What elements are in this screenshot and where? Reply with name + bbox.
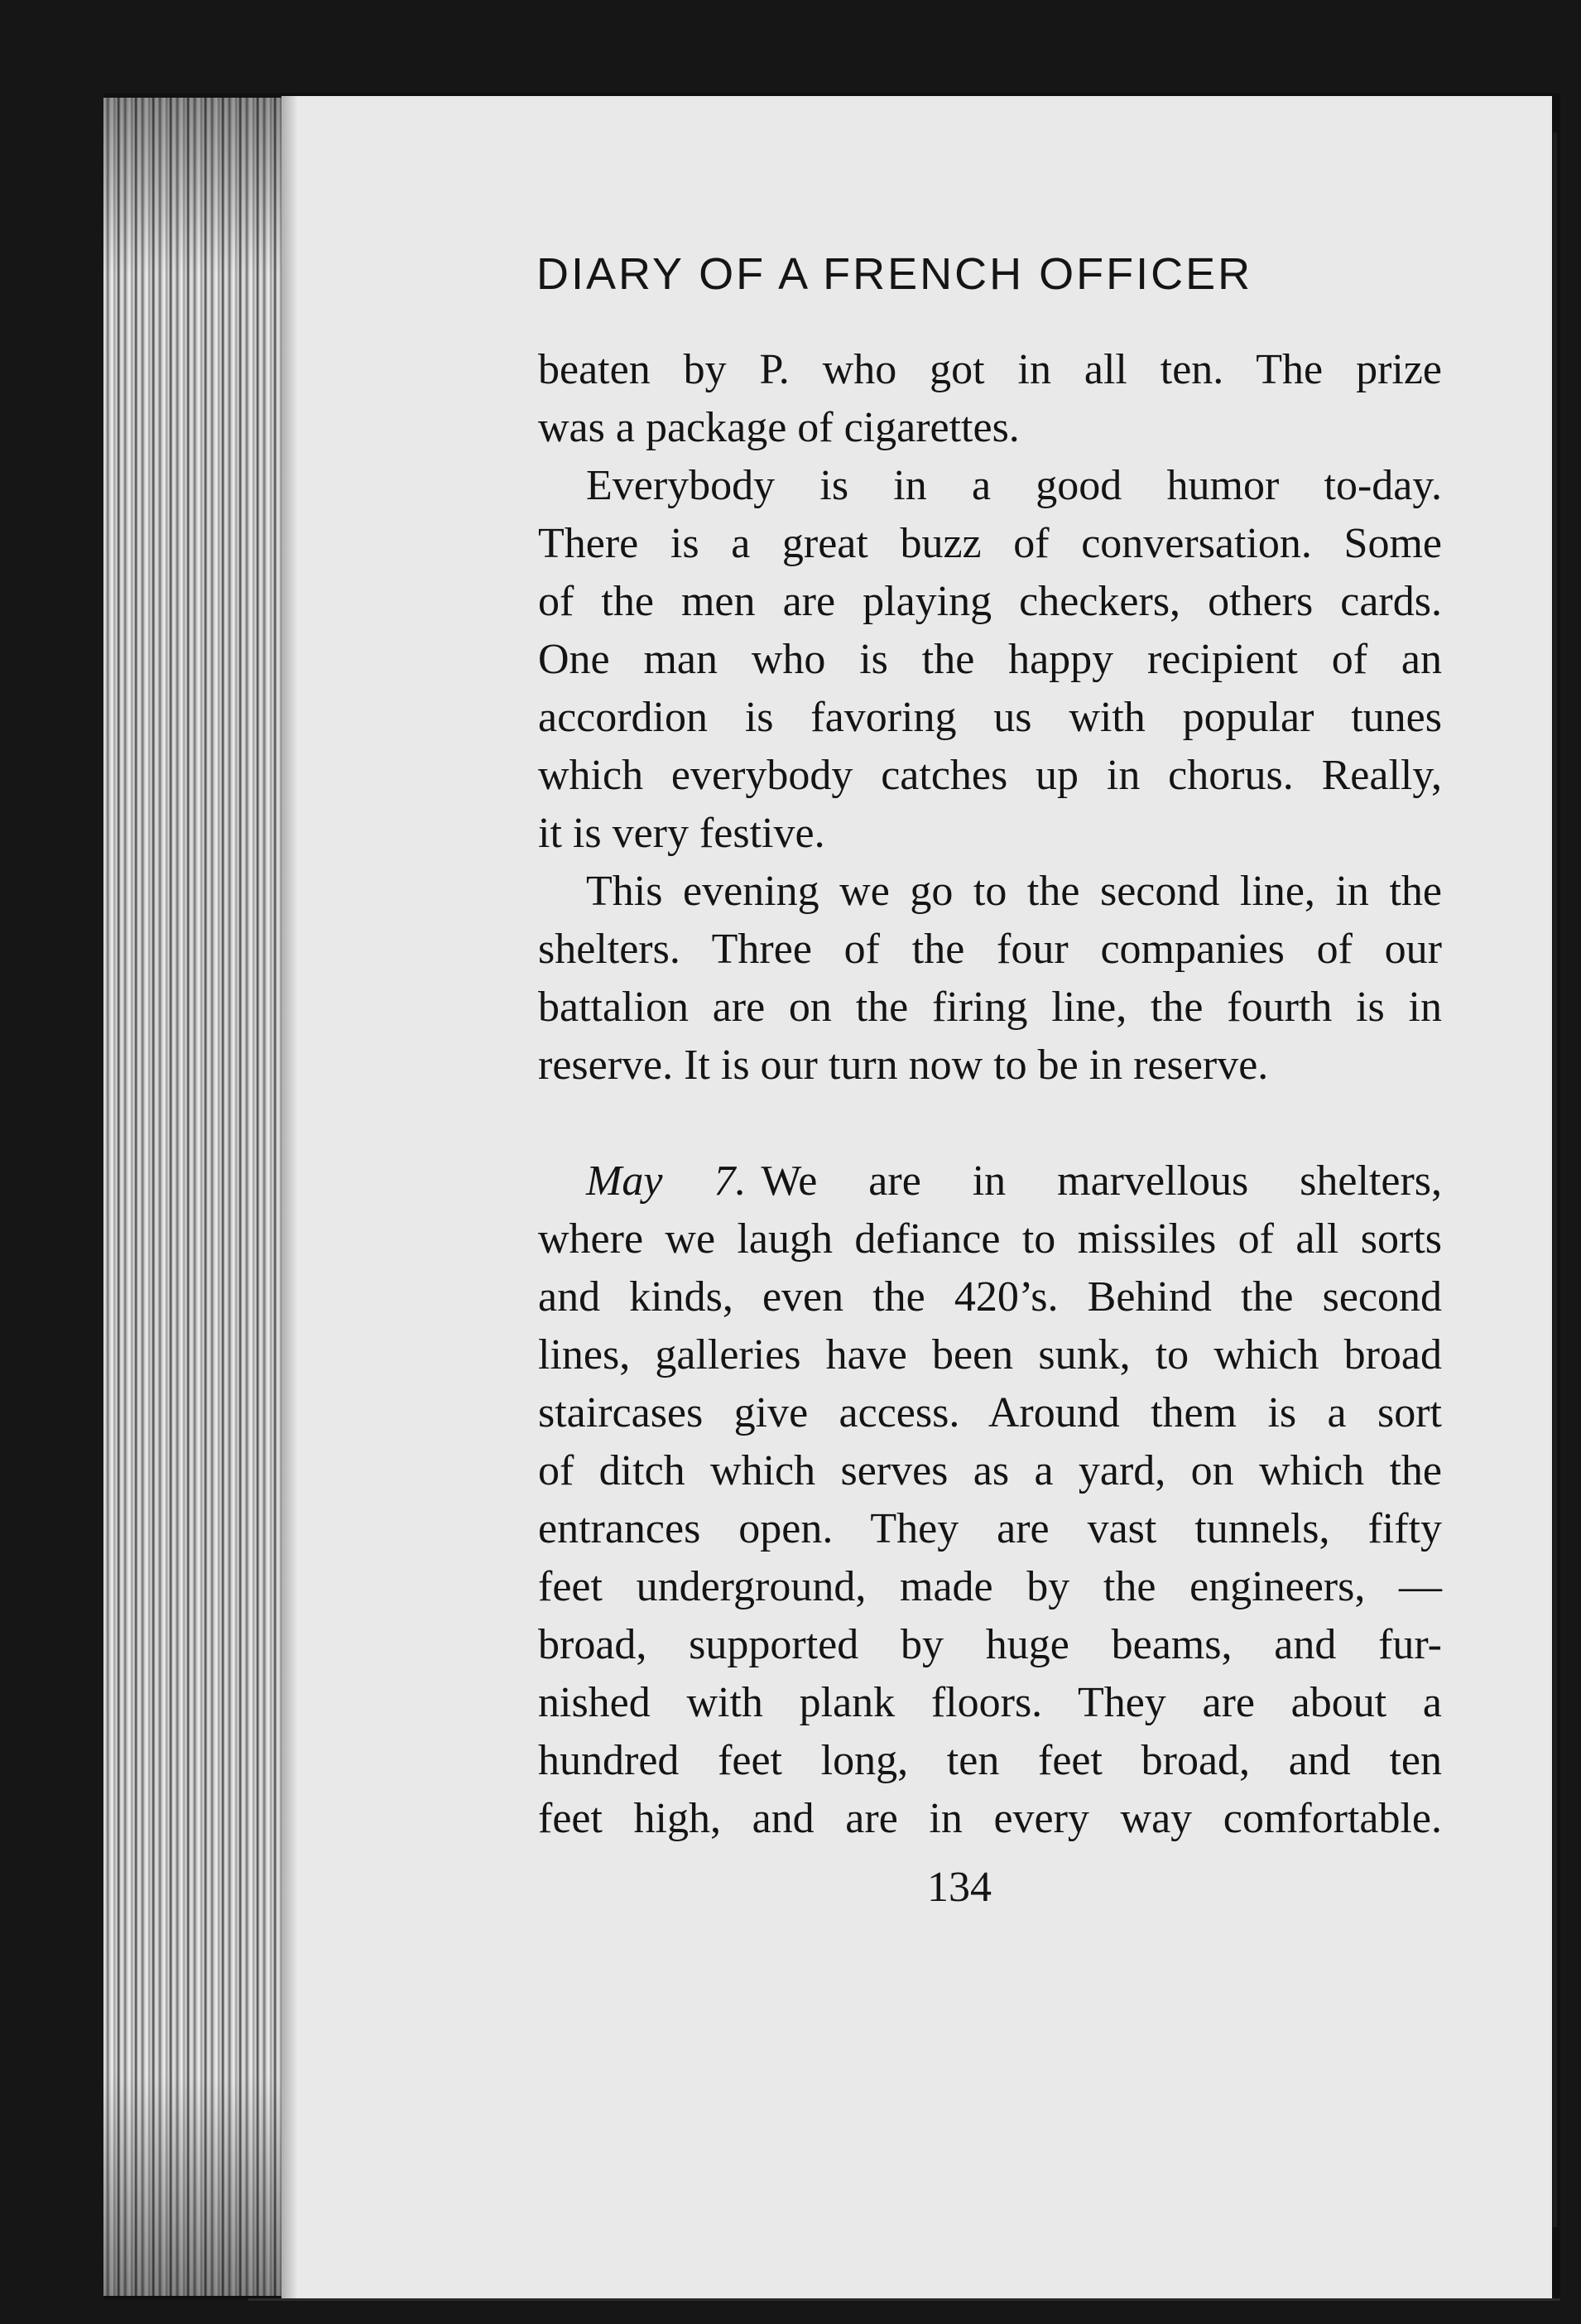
text-line: Everybody is in a good humor to-day.: [586, 462, 1442, 509]
text-line: accordion is favoring us with popular tunes: [538, 694, 1442, 741]
text-line: This evening we go to the second line, in the: [586, 868, 1442, 915]
text-line: and kinds, even the 420’s. Behind the second: [538, 1273, 1442, 1321]
text-line: of ditch which serves as a yard, on which the: [538, 1447, 1442, 1494]
text-line: There is a great buzz of conversation. Some: [538, 520, 1442, 567]
text-line: where we laugh defiance to missiles of all sorts: [538, 1215, 1442, 1263]
section-break: [538, 1095, 1442, 1152]
text-line: staircases give access. Around them is a sort: [538, 1389, 1442, 1436]
text-line: nished with plank floors. They are about a: [538, 1679, 1442, 1726]
text-line: One man who is the happy recipient of an: [538, 636, 1442, 683]
text-line: feet underground, made by the engineers, —: [538, 1563, 1442, 1610]
text-line: battalion are on the firing line, the fourth is in: [538, 984, 1442, 1031]
text-line: hundred feet long, ten feet broad, and ten: [538, 1737, 1442, 1784]
text-line: [538, 1152, 1442, 1210]
text-line: was a package of cigarettes.: [538, 404, 1020, 451]
text-line: entrances open. They are vast tunnels, fifty: [538, 1505, 1442, 1552]
entry-date: May 7.: [586, 1157, 747, 1205]
page-right-edge: [1553, 132, 1557, 2227]
text-line: lines, galleries have been sunk, to which broad: [538, 1331, 1442, 1379]
page-number: 134: [927, 1864, 992, 1911]
running-head: DIARY OF A FRENCH OFFICER: [536, 249, 1253, 299]
text-line: beaten by P. who got in all ten. The prize: [538, 346, 1442, 393]
text-line: reserve. It is our turn now to be in reserve.: [538, 1042, 1269, 1089]
text-line: broad, supported by huge beams, and fur-: [538, 1621, 1442, 1668]
page-bottom-edge: [248, 2298, 1560, 2301]
text-line: which everybody catches up in chorus. Really,: [538, 752, 1442, 799]
body-text: [538, 341, 1442, 1848]
text-line: it is very festive.: [538, 810, 825, 857]
entry-first-line: We are in marvellous shelters,: [761, 1157, 1442, 1205]
text-line: of the men are playing checkers, others cards.: [538, 578, 1442, 625]
text-line: feet high, and are in every way comfortable.: [538, 1795, 1442, 1842]
text-line: shelters. Three of the four companies of our: [538, 926, 1442, 973]
page-edges: [103, 98, 281, 2296]
